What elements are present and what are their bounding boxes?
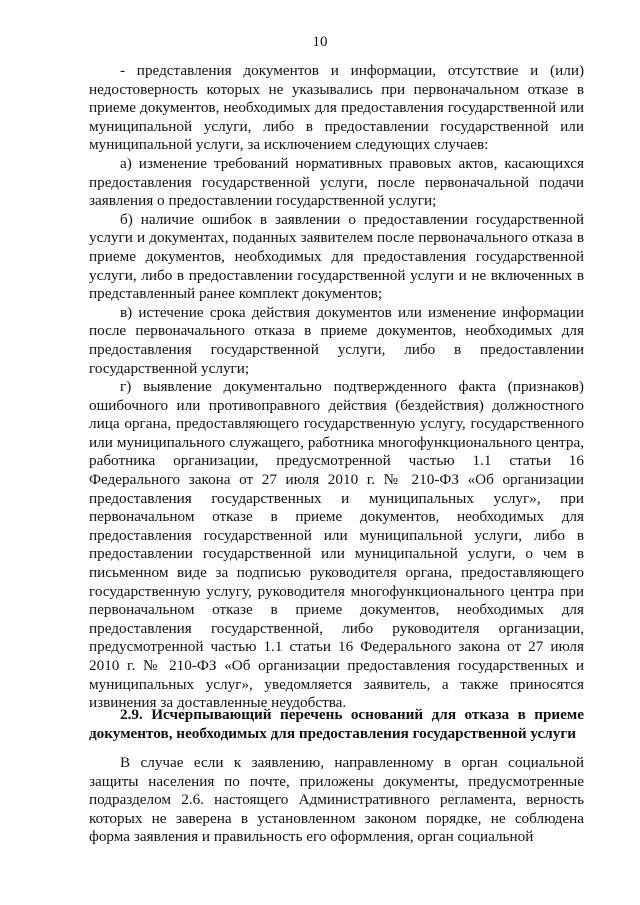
paragraph-item-g: г) выявление документально подтвержденного факта (признаков) ошибочного или противоправного действия (бездействия) должностного лица органа, предоставляющего государственную услугу, государственного или муниципального служащего, работника многофункционального центра, работника организации, предусмотренной частью 1.1 статьи 16 Федерального закона от 27 июля 2010 г. № 210-ФЗ «Об организации предоставления государственных и муниципальных услуг», при первоначальном отказе в приеме документов, необходимых для предоставления государственной или муниципальной услуги, либо в предоставлении государственной или муниципальной услуги, о чем в письменном виде за подписью руководителя органа, предоставляющего государственную услугу, руководителя многофункционального центра при первоначальном отказе в приеме документов, необходимых для предоставления государственной, либо руководителя организации, предусмотренной частью 1.1 статьи 16 Федерального закона от 27 июля 2010 г. № 210-ФЗ «Об организации предоставления государственных и муниципальных услуг», уведомляется заявитель, а также приносятся извинения за доставленные неудобства.: [89, 378, 584, 712]
body-text: [89, 62, 584, 713]
paragraph-item-v: в) истечение срока действия документов или изменение информации после первоначального отказа в приеме документов, необходимых для предоставления государственной услуги, либо в предоставлении государственной услуги;: [89, 303, 584, 377]
page-number: 10: [312, 34, 328, 50]
paragraph-intro: - представления документов и информации, отсутствие и (или) недостоверность которых не указывались при первоначальном отказе в приеме документов, необходимых для предоставления государственной или муниципальной услуги, либо в предоставлении государственной или муниципальной услуги, за исключением следующих случаев:: [89, 62, 584, 154]
section-heading: 2.9. Исчерпывающий перечень оснований для отказа в приеме документов, необходимых для предоставления государственной услуги: [89, 706, 584, 742]
tail-text: [89, 754, 584, 847]
paragraph-item-a: а) изменение требований нормативных правовых актов, касающихся предоставления государственной услуги, после первоначальной подачи заявления о предоставлении государственной услуги;: [89, 154, 584, 210]
paragraph-tail: В случае если к заявлению, направленному в орган социальной защиты населения по почте, приложены документы, предусмотренные подразделом 2.6. настоящего Административного регламента, верность которых не заверена в установленном законом порядке, не соблюдена форма заявления и правильность его оформления, орган социальной: [89, 754, 584, 846]
paragraph-item-b: б) наличие ошибок в заявлении о предоставлении государственной услуги и документах, поданных заявителем после первоначального отказа в приеме документов, необходимых для предоставления государственной услуги, либо в предоставлении государственной услуги и не включенных в представленный ранее комплект документов;: [89, 210, 584, 303]
